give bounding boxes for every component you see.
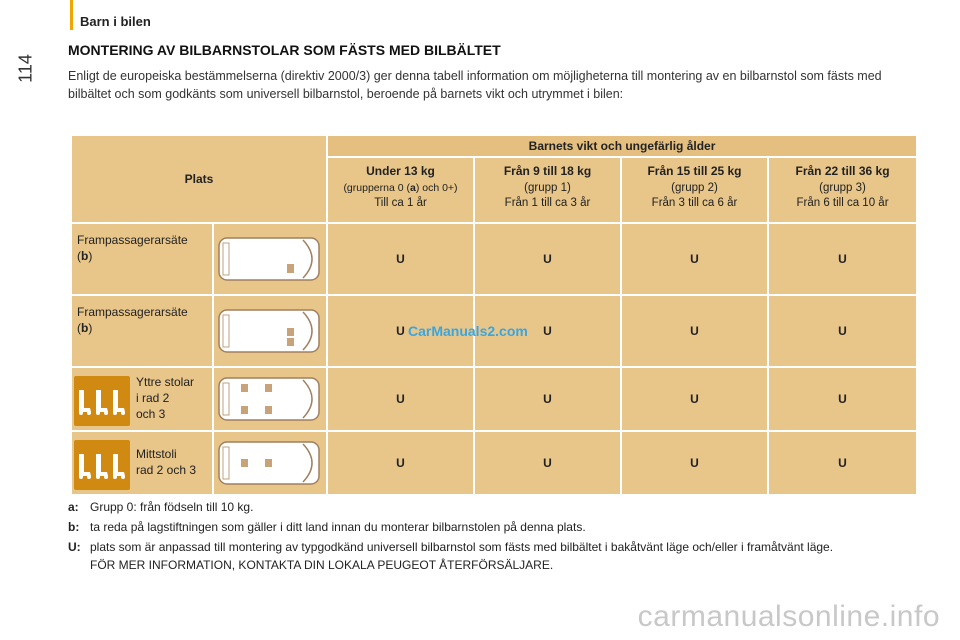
column-header-group-0 [327, 157, 474, 223]
row-label [71, 367, 213, 431]
page-number: 114 [15, 54, 36, 83]
row-label-text: Yttre stolar i rad 2 och 3 [136, 375, 195, 421]
footnote-key: U: [68, 540, 81, 554]
plats-header: Plats [71, 135, 327, 223]
column-age: Från 3 till ca 6 år [651, 197, 738, 209]
footnotes [68, 497, 928, 572]
footnote [68, 517, 928, 537]
cell-value: U [768, 223, 917, 295]
cell-value: U [768, 367, 917, 431]
cell-value: U [327, 431, 474, 495]
column-age: Till ca 1 år [374, 197, 427, 209]
row-label: Frampassagerarsäte (b) [71, 223, 213, 295]
cell-value: U [621, 295, 768, 367]
footnote [68, 537, 928, 557]
row-label-text: Mittstoli rad 2 och 3 [136, 447, 197, 477]
table-row [71, 431, 917, 495]
column-age: Från 1 till ca 3 år [504, 197, 591, 209]
van-diagram-icon [213, 431, 327, 495]
footnote-key: b: [68, 520, 80, 534]
footer-watermark: carmanualsonline.info [637, 600, 940, 633]
van-diagram-icon [213, 295, 327, 367]
column-age: Från 6 till ca 10 år [796, 197, 889, 209]
cell-value: U [474, 431, 621, 495]
column-header-group-2 [621, 157, 768, 223]
column-header-group-1 [474, 157, 621, 223]
intro-paragraph: Enligt de europeiska bestämmelserna (direktiv 2000/3) ger denna tabell information om möjligheterna till montering av en bilbarnstol som fästs med bilbältet och som godkänts som universell bilbarnstol, beroende på barnets vikt och utrymmet i bilen: [68, 69, 882, 101]
watermark-text: CarManuals2.com [408, 323, 528, 339]
section-title: Barn i bilen [80, 14, 151, 29]
cell-value: U [768, 295, 917, 367]
cell-value: U [327, 367, 474, 431]
column-weight: Från 15 till 25 kg [647, 164, 742, 178]
cell-value: U [768, 431, 917, 495]
header-accent-bar [70, 0, 73, 30]
weight-age-header: Barnets vikt och ungefärlig ålder [327, 135, 917, 157]
column-header-group-3 [768, 157, 917, 223]
footnote-key: a: [68, 500, 79, 514]
cell-value: U [327, 295, 474, 367]
column-group: (grupperna 0 (a) och 0+) [343, 182, 458, 194]
cell-value: U [474, 223, 621, 295]
child-seat-icon [74, 376, 130, 426]
van-diagram-icon [213, 367, 327, 431]
row-label [71, 431, 213, 495]
column-group: (grupp 3) [819, 182, 866, 194]
child-seat-icon [74, 440, 130, 490]
cell-value: U [621, 367, 768, 431]
cell-value: U [621, 431, 768, 495]
table-row [71, 223, 917, 295]
cell-value: U [474, 367, 621, 431]
column-group: (grupp 1) [524, 182, 571, 194]
row-label: Frampassagerarsäte (b) [71, 295, 213, 367]
footnote-text: ta reda på lagstiftningen som gäller i ditt land innan du monterar bilbarnstolen på denna plats. [90, 520, 586, 534]
column-weight: Från 9 till 18 kg [503, 164, 592, 178]
column-group: (grupp 2) [671, 182, 718, 194]
cell-value: U [474, 295, 621, 367]
column-weight: Under 13 kg [366, 164, 435, 178]
page-title: MONTERING AV BILBARNSTOLAR SOM FÄSTS MED BILBÄLTET [68, 42, 501, 58]
cell-value: U [327, 223, 474, 295]
footnote-text: Grupp 0: från födseln till 10 kg. [90, 500, 254, 514]
cell-value: U [621, 223, 768, 295]
footnote [68, 497, 928, 517]
contact-dealer-note: FÖR MER INFORMATION, KONTAKTA DIN LOKALA PEUGEOT ÅTERFÖRSÄLJARE. [90, 558, 554, 572]
table-row [71, 367, 917, 431]
column-weight: Från 22 till 36 kg [795, 164, 890, 178]
van-diagram-icon [213, 223, 327, 295]
footnote-text: plats som är anpassad till montering av typgodkänd universell bilbarnstol som fästs med bilbältet i bakåtvänt läge och/eller i framåtvänt läge. [90, 540, 834, 554]
child-seat-table [70, 134, 918, 496]
